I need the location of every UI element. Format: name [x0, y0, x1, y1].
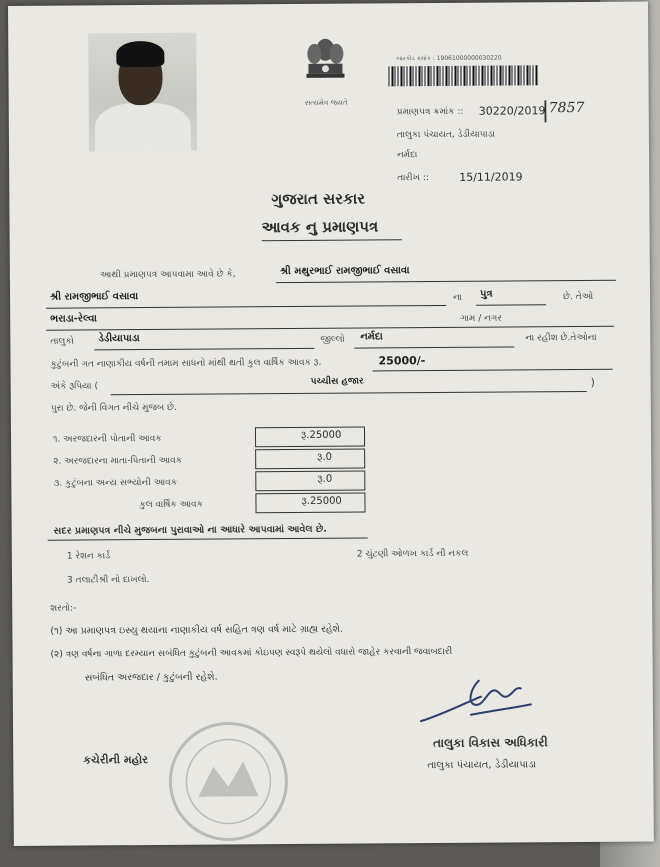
district-name: નર્મદા — [360, 331, 383, 343]
certificate-title: આવક નુ પ્રમાણપત્ર — [261, 217, 379, 237]
relation-suffix: છે. તેઓ — [563, 291, 594, 303]
condition-1: (૧) આ પ્રમાણપત્ર ઇસ્યુ થયાના નાણાકીય વર્ષ સહિત ત્રણ વર્ષ માટે ગ્રાહ્ય રહેશે. — [50, 623, 344, 637]
words-prefix: અંકે રૂપિયા ( — [50, 381, 99, 392]
income-row-label: ૨. અરજદારના માતા-પિતાની આવક — [53, 455, 183, 467]
officer-office: તાલુકા પંચાયત, ડેડીયાપાડા — [427, 759, 537, 772]
words-suffix: ) — [590, 375, 595, 389]
details-line: પુરા છે. જેની વિગત નીચે મુજબ છે. — [50, 402, 177, 414]
certificate-no-label: પ્રમાણપત્ર ક્રમાંક :: — [396, 106, 464, 118]
condition-2-cont: સબંધિત અરજદાર / કુટુંબની રહેશે. — [84, 671, 218, 684]
government-title: ગુજરાત સરકાર — [271, 189, 366, 209]
relation: પુત્ર — [479, 288, 493, 300]
district-label: જીલ્લો — [320, 334, 345, 345]
income-row-label: ૧. અરજદારની પોતાની આવક — [52, 433, 162, 445]
village-label: ગામ / નગર — [460, 313, 503, 324]
income-row-label: કુલ વાર્ષિક આવક — [139, 499, 204, 511]
income-row-value: રૂ.25000 — [301, 495, 342, 507]
certificate-no: 30220/2019 — [478, 104, 546, 118]
national-emblem-icon — [300, 34, 350, 96]
income-row-value: રૂ.25000 — [300, 429, 342, 441]
office-line-2: નર્મદા — [397, 150, 418, 161]
taluka-name: ડેડીયાપાડા — [98, 333, 140, 345]
barcode — [388, 65, 538, 86]
emblem-motto: સત્યમેવ જયતે — [304, 98, 348, 107]
income-text: કુટુંબની ગત નાણાકીય વર્ષની તમામ સાધનો માંથી થતી કુલ વાર્ષિક આવક રૂ. — [50, 357, 322, 370]
income-row-value: રૂ.0 — [317, 473, 333, 485]
officer-signature — [401, 674, 541, 735]
income-certificate-document: સત્યમેવ જયતે બારકોડ ક્રમાંક : 19061000000030220 પ્રમાણપત્ર ક્રમાંક :: 30220/2019 | 7857 તાલુકા પંચાયત, ડેડીયાપાડા નર્મદા તારીખ :: 15/11/2019 ગુજરાત સરકાર આવક નુ પ્રમાણપત્ર આથી પ્રમાણપત્ર આપવામા આવે છે કે, શ્રી મથુરભાઈ રામજીભાઈ વસાવા શ્રી રામજીભાઈ વસાવા ના પુત્ર છે. તેઓ ભરાડા-રેલ્વા ગામ / નગર તાલુકો ડેડીયાપાડા જીલ્લો નર્મદા ના રહીશ છે.તેઓના કુટુંબની ગત નાણાકીય વર્ષની તમામ સાધનો માંથી થતી કુલ વાર્ષિક આવક રૂ. 25000/- અંકે રૂપિયા ( પચ્ચીસ હજાર ) પુરા છે. જેની વિગત નીચે મુજબ છે. ૧. અરજદારની પોતાની આવક રૂ.25000 ૨. અરજદારના માતા-પિતાની આવક રૂ.0 ૩. કુટુંબના અન્ય સભ્યોની આવક રૂ.0 કુલ વાર્ષિક આવક રૂ.25000 સદર પ્રમાણપત્ર નીચે મુજબના પુરાવાઓ ના આધારે આપવામાં આવેલ છે. 1 રેશન કાર્ડ 2 ચુંટણી ઓળખ કાર્ડ ની નકલ 3 તલાટીશ્રી નો દાખલો. શરતો:- (૧) આ પ્રમાણપત્ર ઇસ્યુ થયાના નાણાકીય વર્ષ સહિત ત્રણ વર્ષ માટે ગ્રાહ્ય રહેશે. (૨) ત્રણ વર્ષના ગાળા દરમ્યાન સબંધિત કુટુંબની આવકમાં કોઇપણ સ્વરૂપે થયેલો વધારો જાહેર કરવાની જવાબદારી સબંધિત અરજદાર / કુટુંબની રહેશે. કચેરીની મહોર તાલુકા વિકાસ અધિકારી તાલુકા પંચાયત, ડેડીયાપાડા — [8, 2, 654, 846]
officer-designation: તાલુકા વિકાસ અધિકારી — [433, 735, 548, 751]
income-row-label: ૩. કુટુંબના અન્ય સભ્યોની આવક — [53, 477, 178, 489]
taluka-label: તાલુકો — [50, 336, 74, 347]
handwritten-number: 7857 — [548, 99, 585, 117]
income-row-value: રૂ.0 — [317, 451, 333, 463]
intro-text: આથી પ્રમાણપત્ર આપવામા આવે છે કે, — [99, 269, 236, 281]
evidence-item: 2 ચુંટણી ઓળખ કાર્ડ ની નકલ — [356, 548, 469, 560]
applicant-name: શ્રી મથુરભાઈ રામજીભાઈ વસાવા — [279, 265, 410, 278]
father-name: શ્રી રામજીભાઈ વસાવા — [49, 291, 139, 303]
barcode-number: બારકોડ ક્રમાંક : 19061000000030220 — [396, 54, 502, 63]
office-line-1: તાલુકા પંચાયત, ડેડીયાપાડા — [396, 129, 495, 141]
office-seal-label: કચેરીની મહોર — [83, 753, 148, 767]
amount-in-words: પચ્ચીસ હજાર — [310, 376, 364, 387]
evidence-item: 1 રેશન કાર્ડ — [66, 551, 111, 562]
date-label: તારીખ :: — [397, 173, 429, 184]
certificate-date: 15/11/2019 — [459, 170, 523, 184]
total-income-amount: 25000/- — [378, 354, 426, 368]
condition-2: (૨) ત્રણ વર્ષના ગાળા દરમ્યાન સબંધિત કુટુંબની આવકમાં કોઇપણ સ્વરૂપે થયેલો વધારો જાહેર કરવાની જવાબદારી — [50, 646, 453, 660]
office-seal-stamp — [153, 716, 304, 847]
conditions-heading: શરતો:- — [50, 603, 77, 614]
relation-prefix: ના — [453, 292, 463, 303]
applicant-photo — [88, 33, 197, 152]
evidence-heading: સદર પ્રમાણપત્ર નીચે મુજબના પુરાવાઓ ના આધારે આપવામાં આવેલ છે. — [53, 523, 327, 537]
evidence-item: 3 તલાટીશ્રી નો દાખલો. — [66, 575, 150, 586]
village-name: ભરાડા-રેલ્વા — [50, 313, 97, 325]
resident-label: ના રહીશ છે.તેઓના — [525, 332, 597, 344]
